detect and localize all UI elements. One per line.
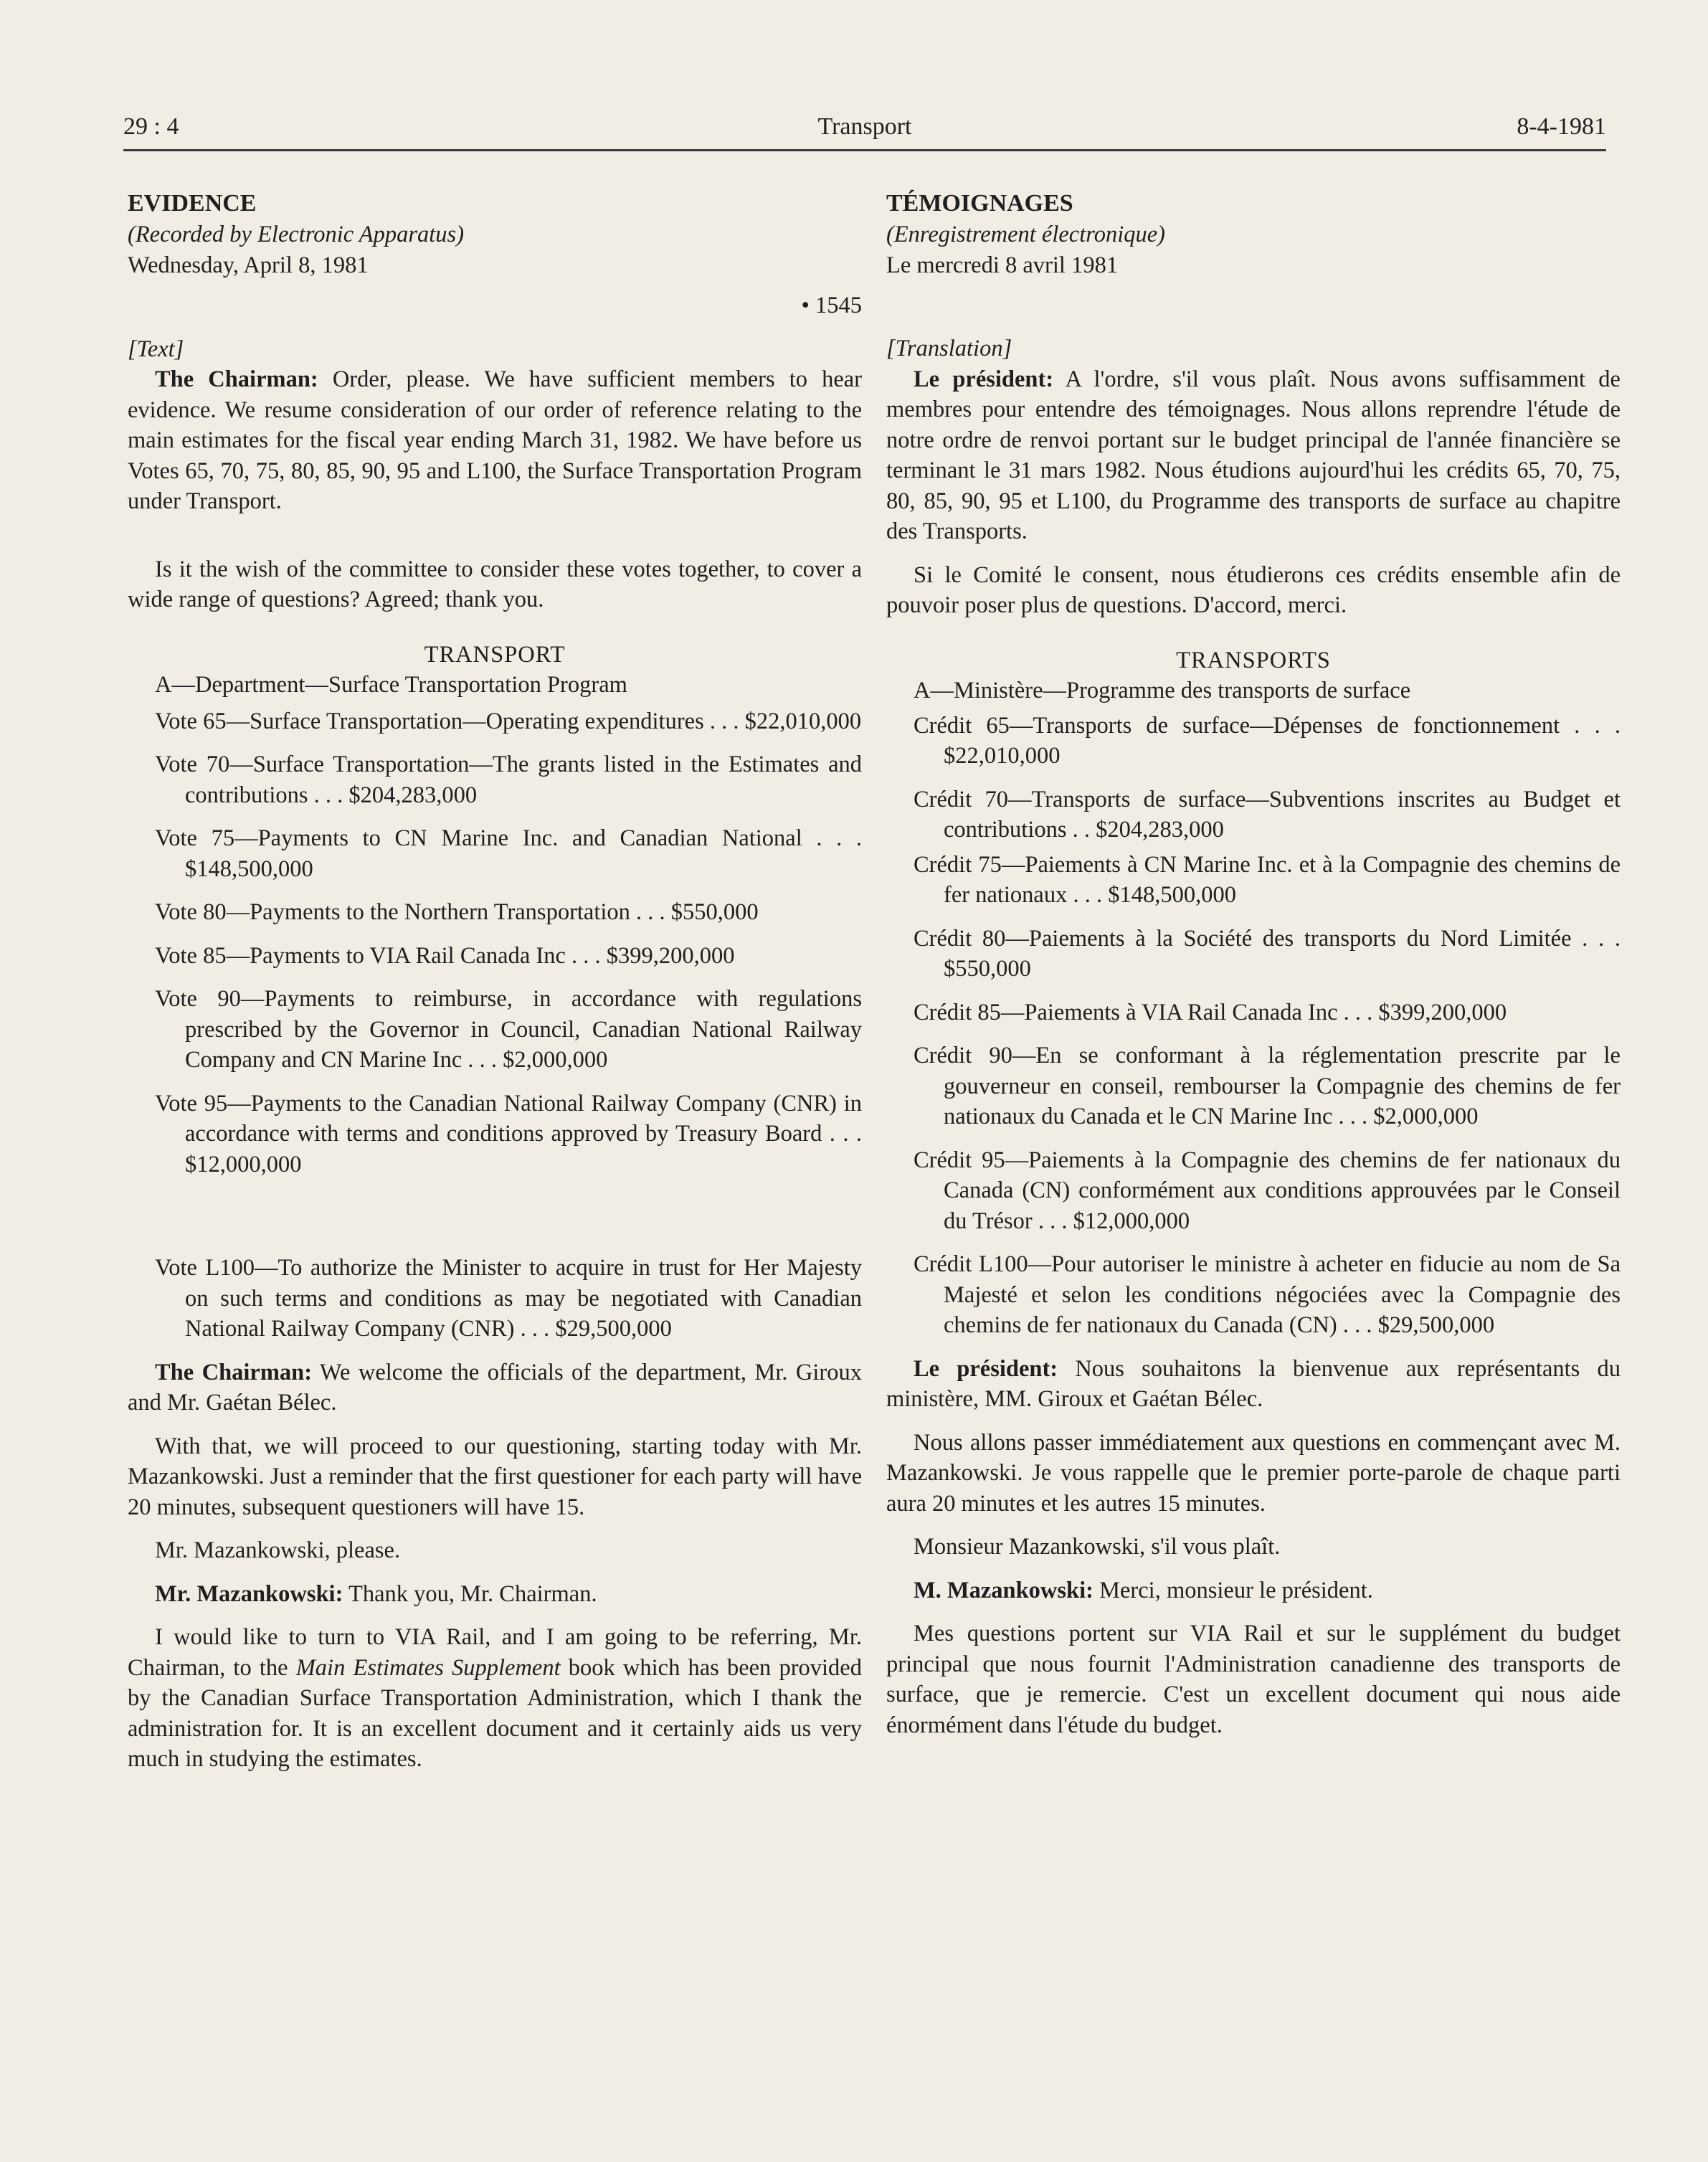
language-tag: [Text] — [128, 336, 184, 362]
time-marker: • 1545 — [801, 293, 862, 318]
vote-65: Vote 65—Surface Transportation—Operating expenditures . . . $22,010,000 — [155, 708, 862, 734]
credit-l100: Crédit L100—Pour autoriser le ministre à acheter en fiducie au nom de Sa Majesté et selon les conditions négociées avec la Compagnie des chemins de fer nationaux du Canada (CN) . . . $29,500,000 — [914, 1251, 1621, 1338]
credit-85: Crédit 85—Paiements à VIA Rail Canada Inc . . . $399,200,000 — [914, 999, 1507, 1025]
vote-l100: Vote L100—To authorize the Minister to acquire in trust for Her Majesty on such terms and conditions as may be negotiated with Canadian National Railway Company (CNR) . . . $29,500,000 — [155, 1255, 862, 1342]
page-number: 29 : 4 — [123, 113, 179, 140]
speech-text: Merci, monsieur le président. — [1099, 1577, 1373, 1603]
invite-line: Monsieur Mazankowski, s'il vous plaît. — [914, 1534, 1281, 1560]
mazankowski-question: Mes questions portent sur VIA Rail et sur le supplément du budget principal que nous fournit l'Administration canadienne des transports de surface, que je remercie. C'est un excellent document qui nous aide énormément dans l'étude du budget. — [886, 1621, 1621, 1738]
speech-text: Thank you, Mr. Chairman. — [348, 1580, 597, 1607]
speech-text: Order, please. We have sufficient members to hear evidence. We resume consideration of our order of reference relating to the main estimates for the fiscal year ending March 31, 1982. We have before us Votes 65, 70, 75, 80, 85, 90, 95 and L100, the Surface Transportation Program under Transport. — [128, 366, 863, 514]
page-header — [123, 109, 1606, 151]
president-welcome — [886, 1354, 1621, 1415]
speech-text: book which has been provided by the Canadian Surface Transportation Administration, which I thank the administration for. It is an excellent document and it certainly aids us very much in studying the estimates. — [128, 1654, 862, 1772]
speech-text: We welcome the officials of the department, Mr. Giroux and Mr. Gaétan Bélec. — [128, 1359, 862, 1416]
credit-90: Crédit 90—En se conformant à la réglementation prescrite par le gouverneur en conseil, rembourser la Compagnie des chemins de fer nationaux du Canada et le CN Marine Inc . . . $2,000,000 — [914, 1043, 1621, 1129]
questioning-paragraph: With that, we will proceed to our questioning, starting today with Mr. Mazankowski. Just a reminder that the first questioner for each party will have 20 minutes, subsequent questioners will have 15. — [128, 1433, 862, 1520]
section-title: TRANSPORT — [424, 641, 566, 668]
vote-70: Vote 70—Surface Transportation—The grants listed in the Estimates and contributions . . . $204,283,000 — [155, 752, 862, 808]
english-column — [128, 188, 862, 1775]
program-line: A—Ministère—Programme des transports de surface — [914, 678, 1411, 703]
speaker-name: M. Mazankowski: — [914, 1577, 1093, 1603]
book-title: Main Estimates Supplement — [295, 1654, 561, 1681]
credit-80: Crédit 80—Paiements à la Société des transports du Nord Limitée . . . $550,000 — [914, 925, 1621, 982]
vote-90: Vote 90—Payments to reimburse, in accordance with regulations prescribed by the Governor in Council, Canadian National Railway Company and CN Marine Inc . . . $2,000,000 — [155, 986, 862, 1073]
program-line: A—Department—Surface Transportation Program — [155, 672, 627, 698]
temoignages-heading: TÉMOIGNAGES — [886, 190, 1073, 217]
evidence-heading: EVIDENCE — [128, 190, 257, 217]
running-title: Transport — [817, 113, 912, 140]
chairman-opening — [128, 364, 862, 517]
committee-question: Is it the wish of the committee to consider these votes together, to cover a wide range of questions? Agreed; thank you. — [128, 556, 862, 612]
header-date: 8-4-1981 — [1517, 113, 1606, 140]
questioning-paragraph: Nous allons passer immédiatement aux questions en commençant avec M. Mazankowski. Je vous rappelle que le premier porte-parole de chaque parti aura 20 minutes et les autres 15 minutes. — [886, 1429, 1621, 1517]
speaker-name: The Chairman: — [155, 366, 318, 392]
committee-question: Si le Comité le consent, nous étudierons ces crédits ensemble afin de pouvoir poser plus de questions. D'accord, merci. — [886, 561, 1621, 618]
speaker-name: Le président: — [914, 366, 1054, 392]
president-opening — [886, 364, 1621, 547]
credit-70: Crédit 70—Transports de surface—Subventions inscrites au Budget et contributions . . $204,283,000 — [914, 786, 1621, 843]
mazankowski-thanks — [128, 1579, 862, 1610]
speech-text: I would like to turn to VIA Rail, and I am going to be referring, Mr. Chairman, to the — [128, 1624, 862, 1681]
date-line: Le mercredi 8 avril 1981 — [886, 252, 1119, 278]
invite-line: Mr. Mazankowski, please. — [155, 1537, 401, 1563]
vote-95: Vote 95—Payments to the Canadian National Railway Company (CNR) in accordance with terms and conditions approved by Treasury Board . . . $12,000,000 — [155, 1090, 862, 1177]
credit-65: Crédit 65—Transports de surface—Dépenses de fonctionnement . . . $22,010,000 — [914, 712, 1621, 769]
section-title: TRANSPORTS — [1176, 647, 1331, 673]
speech-text: Nous souhaitons la bienvenue aux représentants du ministère, MM. Giroux et Gaétan Bélec. — [886, 1355, 1621, 1412]
recorded-note: (Enregistrement électronique) — [886, 222, 1165, 247]
speaker-name: Le président: — [914, 1355, 1058, 1382]
credit-95: Crédit 95—Paiements à la Compagnie des chemins de fer nationaux du Canada (CN) conformément aux conditions approuvées par le Conseil du Trésor . . . $12,000,000 — [914, 1147, 1621, 1234]
date-line: Wednesday, April 8, 1981 — [128, 252, 369, 278]
mazankowski-question — [128, 1622, 862, 1775]
vote-85: Vote 85—Payments to VIA Rail Canada Inc . . . $399,200,000 — [155, 942, 735, 969]
recorded-note: (Recorded by Electronic Apparatus) — [128, 222, 465, 247]
speaker-name: The Chairman: — [155, 1359, 313, 1385]
language-tag: [Translation] — [886, 336, 1012, 361]
mazankowski-thanks — [886, 1575, 1621, 1606]
french-column — [886, 188, 1621, 1740]
speaker-name: Mr. Mazankowski: — [155, 1580, 343, 1607]
vote-75: Vote 75—Payments to CN Marine Inc. and Canadian National . . . $148,500,000 — [155, 825, 862, 882]
speech-text: A l'ordre, s'il vous plaît. Nous avons suffisamment de membres pour entendre des témoignages. Nous allons reprendre l'étude de notre ordre de renvoi portant sur le budget principal de l'année financière se terminant le 31 mars 1982. Nous étudions aujourd'hui les crédits 65, 70, 75, 80, 85, 90, 95 et L100, du Programme des transports de surface au chapitre des Transports. — [886, 366, 1621, 544]
vote-80: Vote 80—Payments to the Northern Transportation . . . $550,000 — [155, 899, 759, 925]
credit-75: Crédit 75—Paiements à CN Marine Inc. et à la Compagnie des chemins de fer nationaux . . . $148,500,000 — [914, 851, 1621, 908]
chairman-welcome — [128, 1357, 862, 1418]
